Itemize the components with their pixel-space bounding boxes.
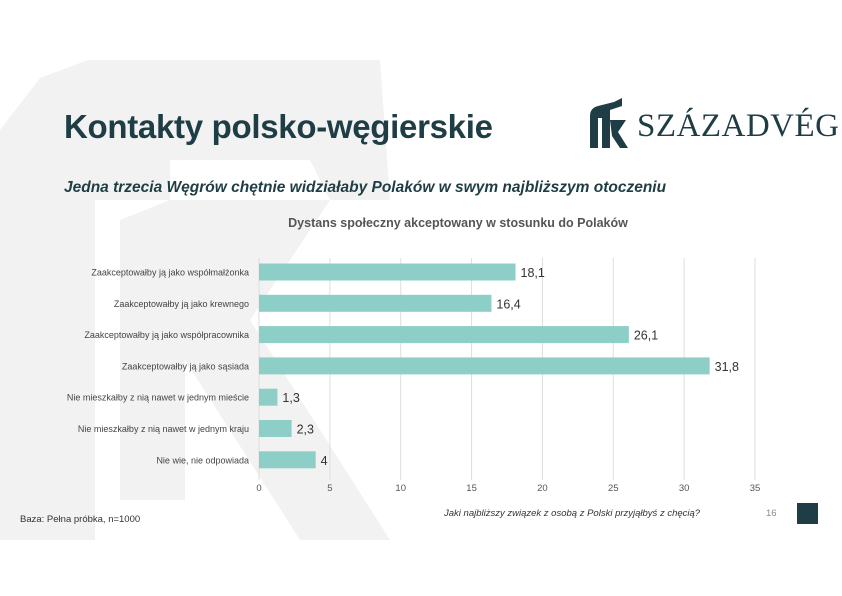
bar-value-label: 1,3 (282, 391, 300, 406)
bar-value-label: 16,4 (496, 297, 521, 312)
slide-subtitle: Jedna trzecia Węgrów chętnie widziałaby Polaków w swym najbliższym otoczeniu (64, 179, 667, 196)
slide-title: Kontakty polsko-węgierskie (64, 108, 493, 145)
bar-value-label: 2,3 (296, 422, 314, 437)
page-number: 16 (766, 508, 777, 519)
category-label: Zaakceptowałby ją jako współmałżonka (91, 267, 249, 278)
x-tick-label: 10 (395, 483, 407, 494)
x-tick-label: 0 (256, 483, 262, 494)
category-label: Nie mieszkałby z nią nawet w jednym kraju (77, 424, 249, 434)
x-tick-label: 25 (607, 483, 619, 494)
chart-title: Dystans społeczny akceptowany w stosunku do Polaków (288, 216, 628, 230)
category-label: Zaakceptowałby ją jako współpracownika (84, 330, 249, 341)
category-label: Nie wie, nie odpowiada (156, 455, 249, 466)
bar-value-label: 31,8 (714, 359, 739, 374)
bar (259, 357, 710, 374)
x-tick-label: 20 (537, 483, 548, 494)
bar (259, 295, 491, 312)
logo-wordmark: SZÁZADVÉG (637, 108, 840, 144)
survey-question: Jaki najbliższy związek z osobą z Polski przyjąłbyś z chęcią? (444, 508, 701, 519)
bar-value-label: 26,1 (633, 328, 659, 343)
bar (259, 420, 292, 437)
bar (259, 389, 277, 406)
bar (259, 326, 629, 343)
bar-value-label: 4 (320, 453, 328, 468)
x-tick-label: 5 (327, 483, 333, 494)
bar (259, 264, 516, 281)
bar-value-label: 18,1 (520, 266, 545, 280)
category-label: Nie mieszkałby z nią nawet w jednym mieście (66, 392, 249, 403)
bar (259, 451, 316, 468)
x-tick-label: 15 (466, 483, 477, 494)
base-note: Baza: Pełna próbka, n=1000 (20, 514, 141, 525)
category-label: Zaakceptowałby ją jako sąsiada (121, 361, 249, 372)
corner-square (797, 503, 818, 524)
x-tick-label: 35 (749, 483, 761, 494)
x-tick-label: 30 (678, 483, 690, 494)
category-label: Zaakceptowałby ją jako krewnego (113, 298, 249, 309)
